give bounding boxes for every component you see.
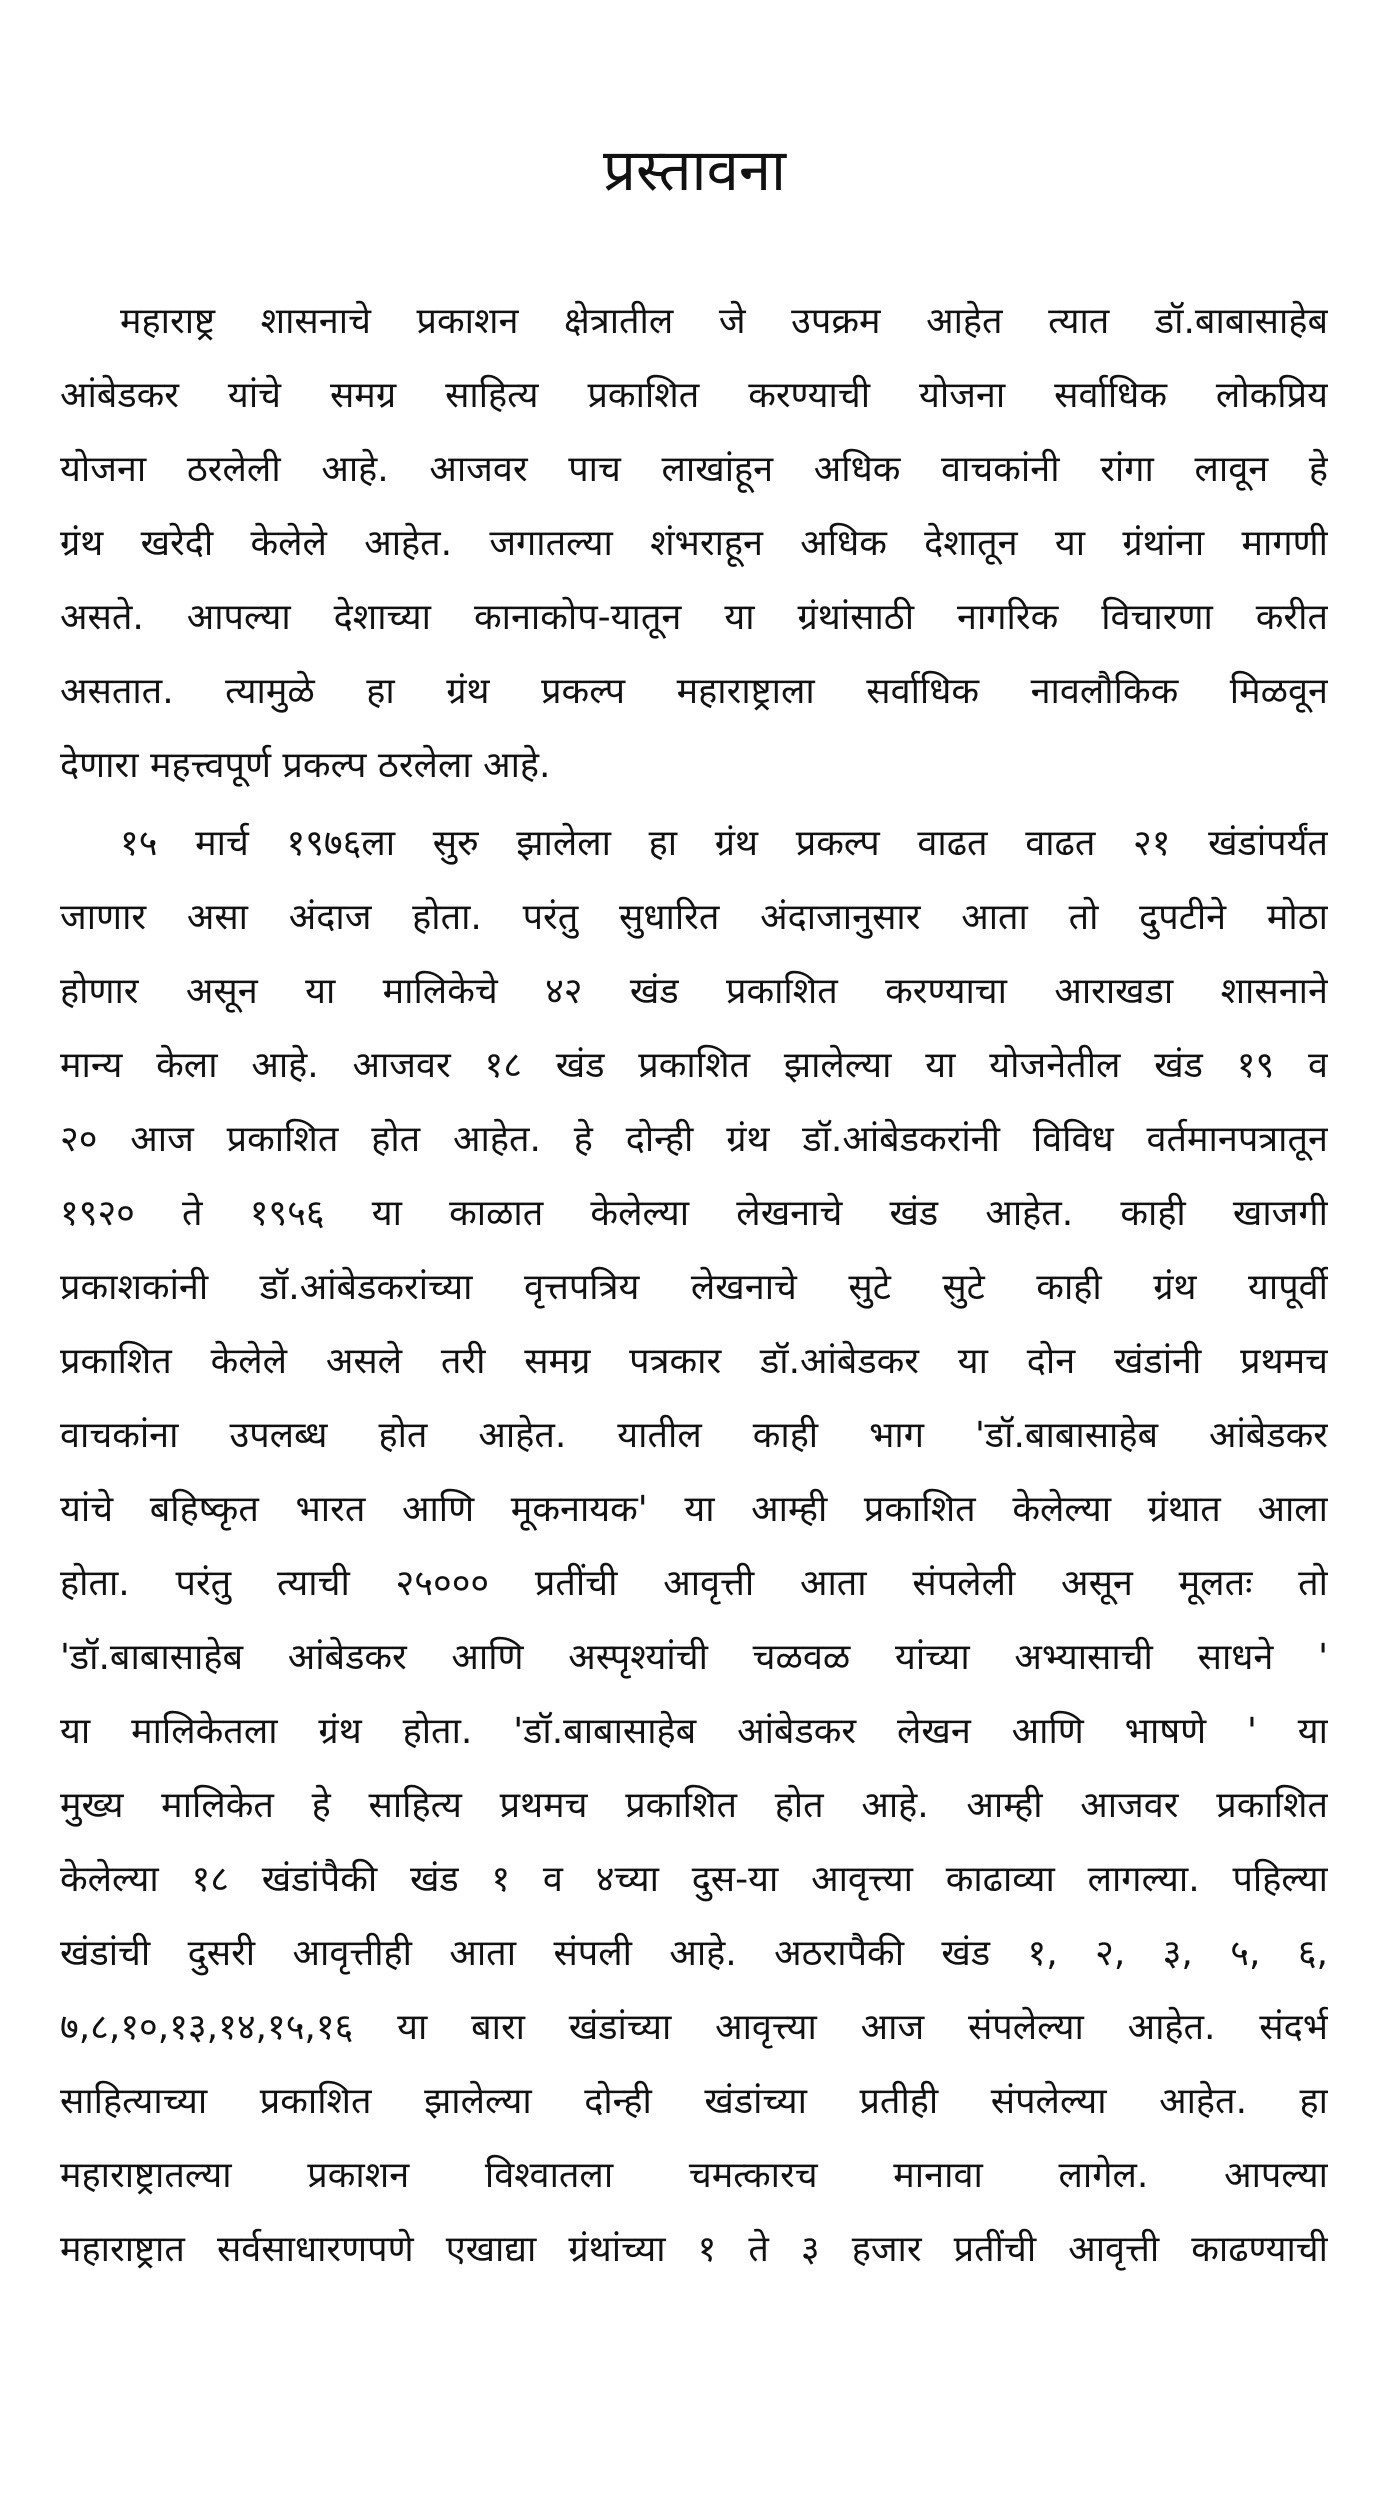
text-line: १९२० ते १९५६ या काळात केलेल्या लेखनाचे खंड आहेत. काही खाजगी [60,1193,1328,1234]
text-line: साहित्याच्या प्रकाशित झालेल्या दोन्ही खंडांच्या प्रतीही संपलेल्या आहेत. हा [60,2081,1328,2122]
text-line: १५ मार्च १९७६ला सुरु झालेला हा ग्रंथ प्रकल्प वाढत वाढत २१ खंडांपर्यंत [120,823,1328,864]
text-line: प्रकाशित केलेले असले तरी समग्र पत्रकार डॉ.आंबेडकर या दोन खंडांनी प्रथमच [60,1341,1328,1382]
page-title: प्रस्तावना [602,136,787,204]
text-line: २० आज प्रकाशित होत आहेत. हे दोन्ही ग्रंथ डॉ.आंबेडकरांनी विविध वर्तमानपत्रातून [60,1119,1328,1160]
text-line: यांचे बहिष्कृत भारत आणि मूकनायक' या आम्ही प्रकाशित केलेल्या ग्रंथात आला [60,1489,1328,1530]
text-line: होणार असून या मालिकेचे ४२ खंड प्रकाशित करण्याचा आराखडा शासनाने [60,971,1328,1012]
text-line: महाराष्ट्रात सर्वसाधारणपणे एखाद्या ग्रंथांच्या १ ते ३ हजार प्रतींची आवृत्ती काढण्याची [60,2229,1328,2270]
text-line: आंबेडकर यांचे समग्र साहित्य प्रकाशित करण्याची योजना सर्वाधिक लोकप्रिय [60,375,1328,416]
text-line: मान्य केला आहे. आजवर १८ खंड प्रकाशित झालेल्या या योजनेतील खंड १९ व [60,1045,1328,1086]
text-line: ग्रंथ खरेदी केलेले आहेत. जगातल्या शंभराहून अधिक देशातून या ग्रंथांना मागणी [60,523,1328,564]
text-line: वाचकांना उपलब्ध होत आहेत. यातील काही भाग 'डॉ.बाबासाहेब आंबेडकर [60,1415,1328,1456]
text-line: देणारा महत्त्वपूर्ण प्रकल्प ठरलेला आहे. [60,745,551,786]
text-line: महाराष्ट्र शासनाचे प्रकाशन क्षेत्रातील जे उपक्रम आहेत त्यात डॉ.बाबासाहेब [120,301,1328,342]
text-line: महाराष्ट्रातल्या प्रकाशन विश्वातला चमत्कारच मानावा लागेल. आपल्या [60,2155,1328,2196]
text-line: योजना ठरलेली आहे. आजवर पाच लाखांहून अधिक वाचकांनी रांगा लावून हे [60,449,1328,490]
text-line: प्रकाशकांनी डॉ.आंबेडकरांच्या वृत्तपत्रिय लेखनाचे सुटे सुटे काही ग्रंथ यापूर्वी [60,1267,1328,1308]
text-line: मुख्य मालिकेत हे साहित्य प्रथमच प्रकाशित होत आहे. आम्ही आजवर प्रकाशित [60,1785,1328,1826]
text-line: ७,८,१०,१३,१४,१५,१६ या बारा खंडांच्या आवृत्त्या आज संपलेल्या आहेत. संदर्भ [60,2007,1328,2048]
text-line: 'डॉ.बाबासाहेब आंबेडकर आणि अस्पृश्यांची चळवळ यांच्या अभ्यासाची साधने ' [60,1637,1328,1678]
text-line: जाणार असा अंदाज होता. परंतु सुधारित अंदाजानुसार आता तो दुपटीने मोठा [60,897,1328,938]
text-line: असतात. त्यामुळे हा ग्रंथ प्रकल्प महाराष्ट्राला सर्वाधिक नावलौकिक मिळवून [60,671,1328,712]
text-line: खंडांची दुसरी आवृत्तीही आता संपली आहे. अठरापैकी खंड १, २, ३, ५, ६, [60,1933,1328,1974]
text-line: होता. परंतु त्याची २५००० प्रतींची आवृत्ती आता संपलेली असून मूलतः तो [60,1563,1328,1604]
text-line: असते. आपल्या देशाच्या कानाकोप-यातून या ग्रंथांसाठी नागरिक विचारणा करीत [60,597,1328,638]
text-line: केलेल्या १८ खंडांपैकी खंड १ व ४च्या दुस-या आवृत्त्या काढाव्या लागल्या. पहिल्या [60,1859,1328,1900]
text-line: या मालिकेतला ग्रंथ होता. 'डॉ.बाबासाहेब आंबेडकर लेखन आणि भाषणे ' या [60,1711,1328,1752]
